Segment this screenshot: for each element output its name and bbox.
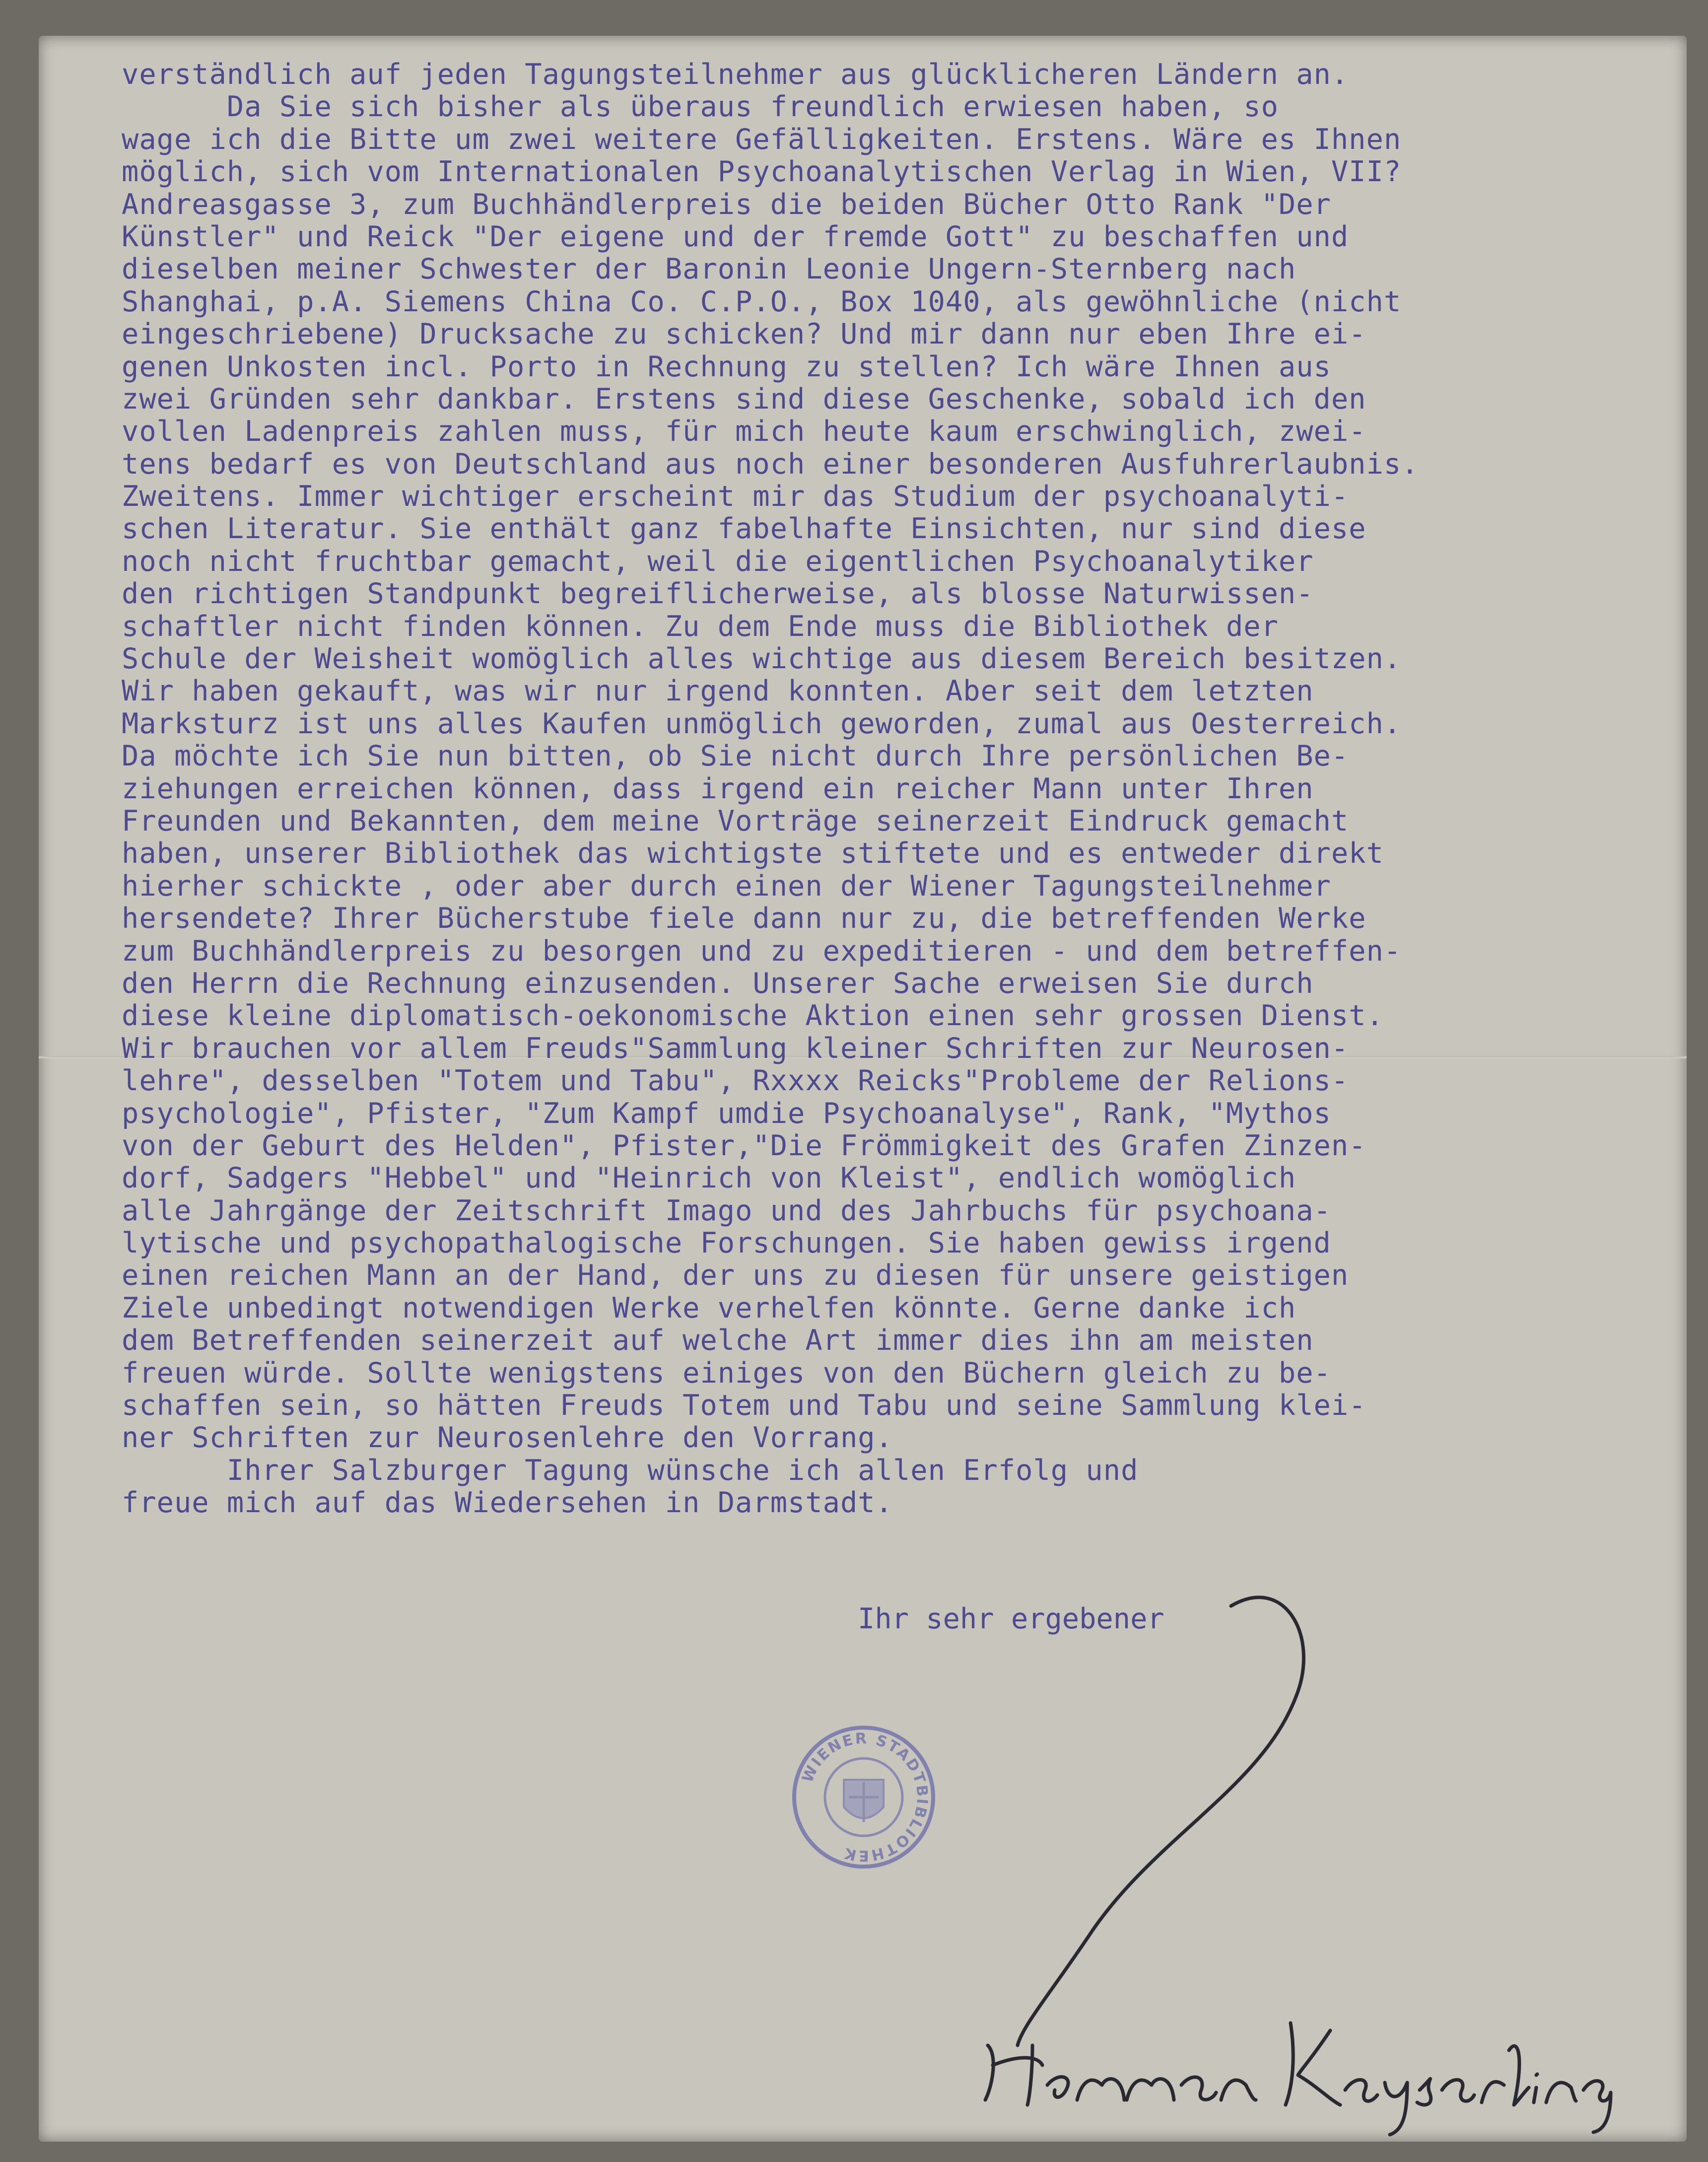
- text-line: Zweitens. Immer wichtiger erscheint mir das Studium der psychoanalyti-: [122, 480, 1349, 513]
- text-line: zwei Gründen sehr dankbar. Erstens sind diese Geschenke, sobald ich den: [122, 382, 1366, 416]
- text-line: hersendete? Ihrer Bücherstube fiele dann nur zu, die betreffenden Werke: [122, 902, 1366, 935]
- text-line: lytische und psychopathalogische Forschungen. Sie haben gewiss irgend: [122, 1227, 1331, 1260]
- text-line: psychologie", Pfister, "Zum Kampf umdie Psychoanalyse", Rank, "Mythos: [122, 1097, 1331, 1130]
- text-line: dem Betreffenden seinerzeit auf welche Art immer dies ihn am meisten: [122, 1324, 1314, 1357]
- text-line: eingeschriebene) Drucksache zu schicken? Und mir dann nur eben Ihre ei-: [122, 318, 1366, 351]
- text-line: ziehungen erreichen können, dass irgend ein reicher Mann unter Ihren: [122, 772, 1314, 805]
- text-line: schaftler nicht finden können. Zu dem Ende muss die Bibliothek der: [122, 610, 1279, 643]
- text-line: möglich, sich vom Internationalen Psychoanalytischen Verlag in Wien, VII?: [122, 155, 1402, 189]
- text-line: schen Literatur. Sie enthält ganz fabelhafte Einsichten, nur sind diese: [122, 512, 1366, 546]
- text-line: Da möchte ich Sie nun bitten, ob Sie nicht durch Ihre persönlichen Be-: [122, 740, 1349, 773]
- text-line: dorf, Sadgers "Hebbel" und "Heinrich von Kleist", endlich womöglich: [122, 1162, 1297, 1195]
- text-line: Wir brauchen vor allem Freuds"Sammlung kleiner Schriften zur Neurosen-: [122, 1032, 1349, 1065]
- text-line: einen reichen Mann an der Hand, der uns zu diesen für unsere geistigen: [122, 1259, 1349, 1292]
- text-line: zum Buchhändlerpreis zu besorgen und zu expeditieren - und dem betreffen-: [122, 934, 1402, 968]
- stamp-text: WIENER STADTBIBLIOTHEK: [799, 1730, 931, 1865]
- text-line: wage ich die Bitte um zwei weitere Gefälligkeiten. Erstens. Wäre es Ihnen: [122, 123, 1402, 156]
- text-line: ner Schriften zur Neurosenlehre den Vorrang.: [122, 1421, 893, 1455]
- text-line: Da Sie sich bisher als überaus freundlich erwiesen haben, so: [122, 90, 1279, 124]
- text-line: noch nicht fruchtbar gemacht, weil die eigentlichen Psychoanalytiker: [122, 545, 1314, 578]
- text-line: von der Geburt des Helden", Pfister,"Die Frömmigkeit des Grafen Zinzen-: [122, 1129, 1366, 1162]
- text-line: tens bedarf es von Deutschland aus noch einer besonderen Ausfuhrerlaubnis.: [122, 447, 1419, 481]
- text-line: den Herrn die Rechnung einzusenden. Unserer Sache erweisen Sie durch: [122, 967, 1314, 1000]
- text-line: lehre", desselben "Totem und Tabu", Rxxxx Reicks"Probleme der Relions-: [122, 1064, 1349, 1098]
- text-line: diese kleine diplomatisch-oekonomische Aktion einen sehr grossen Dienst.: [122, 999, 1384, 1033]
- text-line: haben, unserer Bibliothek das wichtigste stiftete und es entweder direkt: [122, 837, 1384, 870]
- closing-line: Ihr sehr ergebener: [858, 1603, 1164, 1635]
- text-line: genen Unkosten incl. Porto in Rechnung zu stellen? Ich wäre Ihnen aus: [122, 350, 1331, 383]
- text-line: Schule der Weisheit womöglich alles wichtige aus diesem Bereich besitzen.: [122, 642, 1402, 676]
- text-line: alle Jahrgänge der Zeitschrift Imago und des Jahrbuchs für psychoana-: [122, 1194, 1331, 1227]
- text-line: dieselben meiner Schwester der Baronin Leonie Ungern-Sternberg nach: [122, 253, 1297, 286]
- text-line: Wir haben gekauft, was wir nur irgend konnten. Aber seit dem letzten: [122, 675, 1314, 708]
- text-line: Freunden und Bekannten, dem meine Vorträge seinerzeit Eindruck gemacht: [122, 804, 1349, 837]
- text-line: Ziele unbedingt notwendigen Werke verhelfen könnte. Gerne danke ich: [122, 1291, 1297, 1325]
- text-line: Shanghai, p.A. Siemens China Co. C.P.O., Box 1040, als gewöhnliche (nicht: [122, 285, 1402, 318]
- text-line: Ihrer Salzburger Tagung wünsche ich allen Erfolg und: [122, 1454, 1139, 1487]
- text-line: hierher schickte , oder aber durch einen der Wiener Tagungsteilnehmer: [122, 869, 1331, 903]
- text-line: Andreasgasse 3, zum Buchhändlerpreis die beiden Bücher Otto Rank "Der: [122, 188, 1331, 221]
- text-line: den richtigen Standpunkt begreiflicherweise, als blosse Naturwissen-: [122, 577, 1314, 611]
- text-line: freue mich auf das Wiedersehen in Darmstadt.: [122, 1486, 893, 1520]
- text-line: schaffen sein, so hätten Freuds Totem und Tabu und seine Sammlung klei-: [122, 1389, 1366, 1422]
- text-line: vollen Ladenpreis zahlen muss, für mich heute kaum erschwinglich, zwei-: [122, 415, 1366, 448]
- text-line: Künstler" und Reick "Der eigene und der fremde Gott" zu beschaffen und: [122, 220, 1349, 253]
- text-line: verständlich auf jeden Tagungsteilnehmer aus glücklicheren Ländern an.: [122, 58, 1349, 91]
- text-line: Marksturz ist uns alles Kaufen unmöglich geworden, zumal aus Oesterreich.: [122, 707, 1402, 740]
- text-line: freuen würde. Sollte wenigstens einiges von den Büchern gleich zu be-: [122, 1356, 1331, 1390]
